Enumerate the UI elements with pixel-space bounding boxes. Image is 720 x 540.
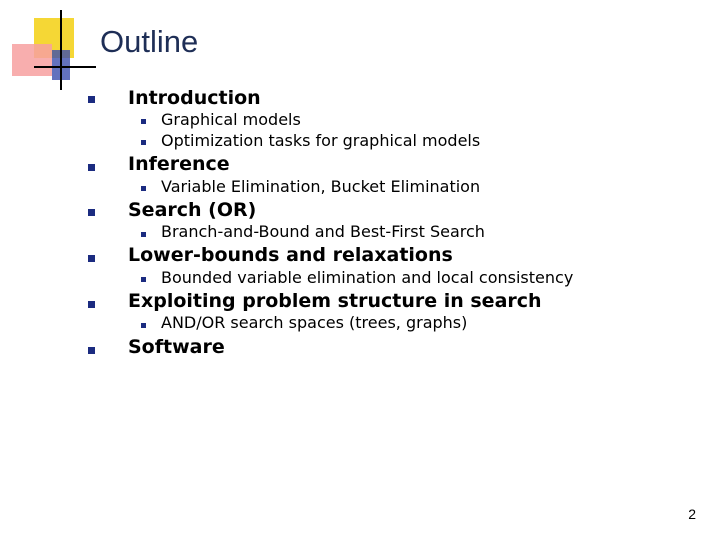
- sub-item-bounded-variable-elimination: Bounded variable elimination and local consistency: [161, 268, 574, 287]
- outline-item-exploiting-structure: Exploiting problem structure in search: [128, 290, 542, 312]
- deco-pink-square: [12, 44, 52, 76]
- sub-bullet-icon: [141, 119, 146, 124]
- sub-item-variable-elimination: Variable Elimination, Bucket Elimination: [161, 177, 481, 196]
- bullet-icon: [88, 347, 95, 354]
- bullet-icon: [88, 209, 95, 216]
- outline-item-introduction: Introduction: [128, 87, 261, 109]
- deco-horizontal-line: [34, 66, 96, 68]
- sub-item-graphical-models: Graphical models: [161, 110, 301, 129]
- sub-bullet-icon: [141, 140, 146, 145]
- sub-item-optimization-tasks: Optimization tasks for graphical models: [161, 131, 481, 150]
- bullet-icon: [88, 255, 95, 262]
- sub-bullet-icon: [141, 323, 146, 328]
- outline-item-lower-bounds: Lower-bounds and relaxations: [128, 244, 453, 266]
- deco-vertical-line: [60, 10, 62, 90]
- bullet-icon: [88, 96, 95, 103]
- page-number: 2: [688, 506, 696, 522]
- outline-item-software: Software: [128, 336, 225, 358]
- outline-item-inference: Inference: [128, 153, 230, 175]
- sub-bullet-icon: [141, 277, 146, 282]
- sub-item-and-or-search-spaces: AND/OR search spaces (trees, graphs): [161, 313, 468, 332]
- bullet-icon: [88, 164, 95, 171]
- bullet-icon: [88, 301, 95, 308]
- corner-decoration: [0, 0, 100, 100]
- slide-title: Outline: [100, 24, 199, 59]
- sub-item-branch-and-bound: Branch-and-Bound and Best-First Search: [161, 222, 485, 241]
- sub-bullet-icon: [141, 186, 146, 191]
- sub-bullet-icon: [141, 232, 146, 237]
- outline-item-search: Search (OR): [128, 199, 257, 221]
